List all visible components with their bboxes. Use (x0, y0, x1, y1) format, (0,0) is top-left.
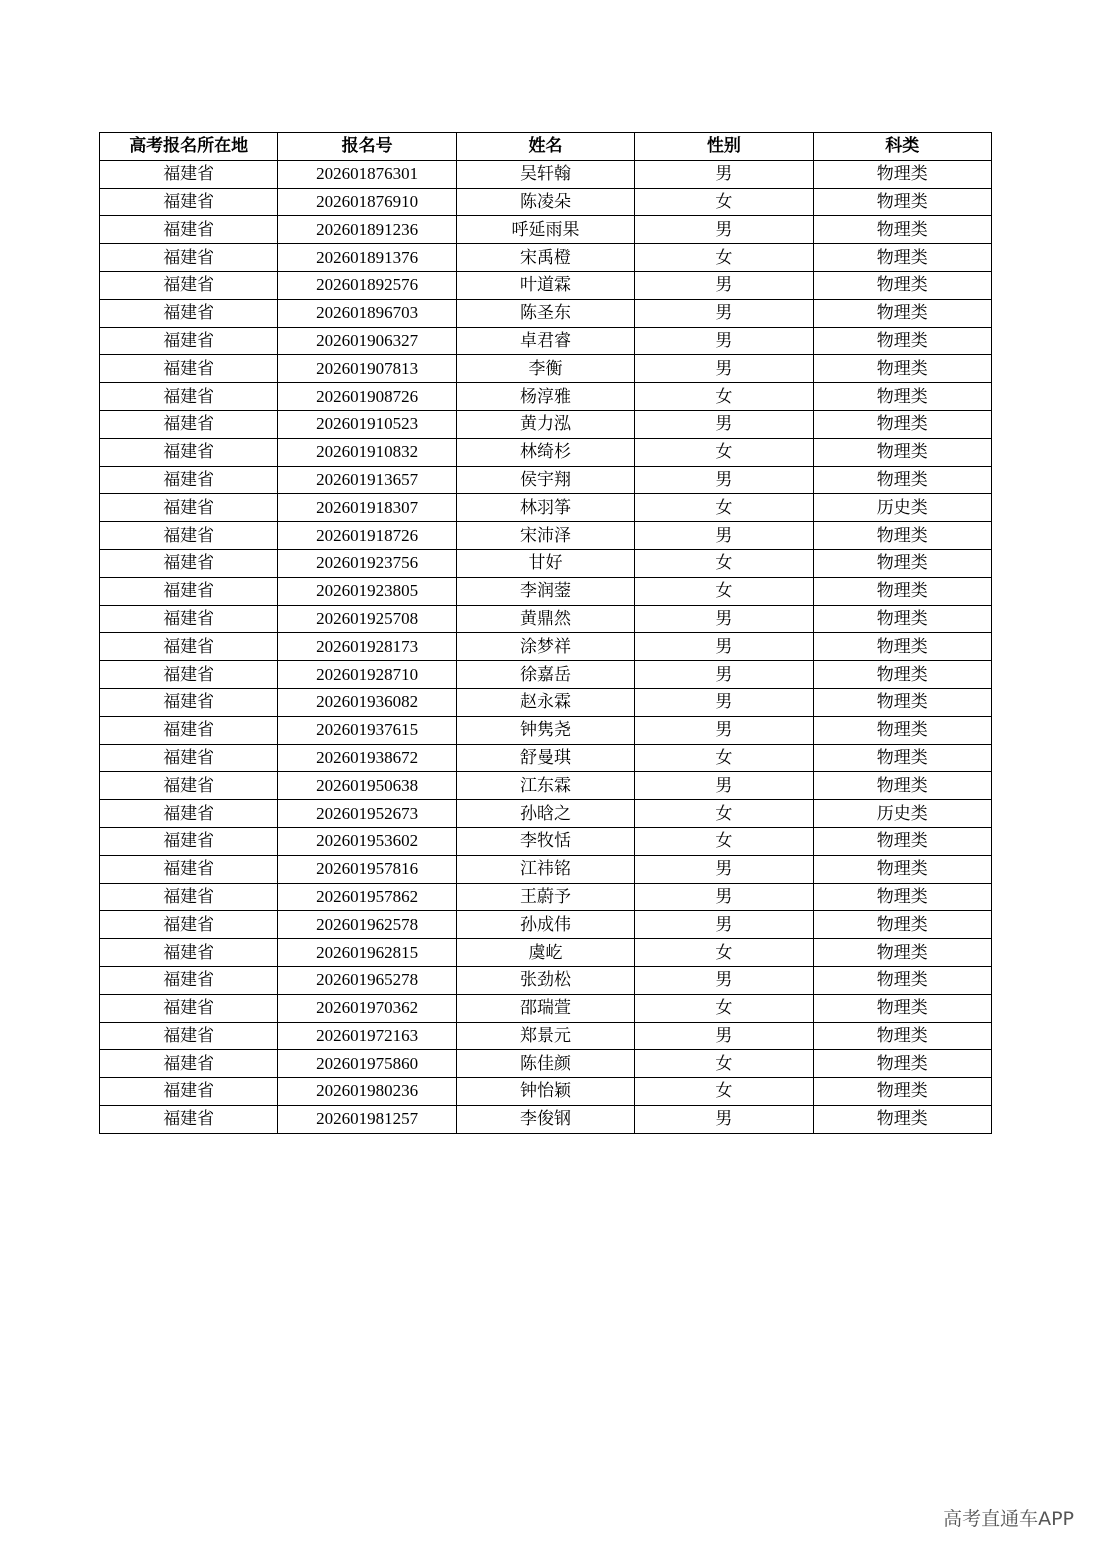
cell-gender: 女 (635, 994, 813, 1022)
cell-gender: 男 (635, 410, 813, 438)
table-row (100, 661, 992, 689)
cell-subject-category: 物理类 (813, 244, 991, 272)
cell-registration-number: 202601938672 (278, 744, 456, 772)
watermark-text: 高考直通车APP (943, 1508, 1074, 1530)
cell-registration-number: 202601906327 (278, 327, 456, 355)
cell-location: 福建省 (100, 994, 278, 1022)
cell-subject-category: 物理类 (813, 466, 991, 494)
cell-registration-number: 202601937615 (278, 716, 456, 744)
cell-name: 虞屹 (456, 939, 634, 967)
cell-location: 福建省 (100, 744, 278, 772)
cell-name: 舒曼琪 (456, 744, 634, 772)
cell-location: 福建省 (100, 716, 278, 744)
cell-name: 孙成伟 (456, 911, 634, 939)
table-row (100, 355, 992, 383)
cell-registration-number: 202601972163 (278, 1022, 456, 1050)
cell-registration-number: 202601892576 (278, 271, 456, 299)
header-location: 高考报名所在地 (100, 133, 278, 161)
cell-gender: 男 (635, 716, 813, 744)
cell-name: 邵瑞萱 (456, 994, 634, 1022)
cell-registration-number: 202601928710 (278, 661, 456, 689)
cell-subject-category: 物理类 (813, 744, 991, 772)
table-row (100, 299, 992, 327)
table-row (100, 939, 992, 967)
cell-gender: 男 (635, 216, 813, 244)
cell-location: 福建省 (100, 939, 278, 967)
table-row (100, 494, 992, 522)
cell-name: 侯宇翔 (456, 466, 634, 494)
cell-registration-number: 202601896703 (278, 299, 456, 327)
cell-registration-number: 202601957816 (278, 855, 456, 883)
cell-registration-number: 202601918726 (278, 522, 456, 550)
table-row (100, 883, 992, 911)
cell-gender: 男 (635, 160, 813, 188)
cell-gender: 女 (635, 939, 813, 967)
cell-location: 福建省 (100, 271, 278, 299)
cell-gender: 女 (635, 494, 813, 522)
table-row (100, 522, 992, 550)
table-row (100, 688, 992, 716)
table-row (100, 994, 992, 1022)
cell-gender: 女 (635, 1050, 813, 1078)
cell-registration-number: 202601910523 (278, 410, 456, 438)
cell-location: 福建省 (100, 883, 278, 911)
cell-gender: 男 (635, 688, 813, 716)
cell-registration-number: 202601981257 (278, 1105, 456, 1133)
cell-name: 赵永霖 (456, 688, 634, 716)
cell-gender: 女 (635, 188, 813, 216)
table-row (100, 800, 992, 828)
cell-subject-category: 物理类 (813, 966, 991, 994)
cell-registration-number: 202601925708 (278, 605, 456, 633)
cell-name: 王蔚予 (456, 883, 634, 911)
cell-subject-category: 物理类 (813, 160, 991, 188)
table-row (100, 188, 992, 216)
admission-table (99, 132, 992, 1134)
cell-registration-number: 202601923805 (278, 577, 456, 605)
cell-registration-number: 202601957862 (278, 883, 456, 911)
cell-gender: 男 (635, 355, 813, 383)
cell-location: 福建省 (100, 522, 278, 550)
cell-location: 福建省 (100, 383, 278, 411)
cell-name: 江祎铭 (456, 855, 634, 883)
cell-location: 福建省 (100, 855, 278, 883)
cell-name: 张劲松 (456, 966, 634, 994)
cell-subject-category: 物理类 (813, 855, 991, 883)
cell-subject-category: 物理类 (813, 994, 991, 1022)
table-row (100, 327, 992, 355)
cell-location: 福建省 (100, 549, 278, 577)
cell-gender: 女 (635, 577, 813, 605)
cell-subject-category: 物理类 (813, 355, 991, 383)
cell-name: 叶道霖 (456, 271, 634, 299)
header-subject-category: 科类 (813, 133, 991, 161)
cell-gender: 女 (635, 827, 813, 855)
table-body (100, 160, 992, 1133)
cell-registration-number: 202601970362 (278, 994, 456, 1022)
table-row (100, 1078, 992, 1106)
cell-name: 卓君睿 (456, 327, 634, 355)
cell-location: 福建省 (100, 466, 278, 494)
cell-subject-category: 物理类 (813, 577, 991, 605)
cell-name: 林羽筝 (456, 494, 634, 522)
cell-subject-category: 物理类 (813, 827, 991, 855)
cell-name: 陈佳颜 (456, 1050, 634, 1078)
cell-subject-category: 物理类 (813, 1105, 991, 1133)
cell-registration-number: 202601910832 (278, 438, 456, 466)
admission-list-sheet (99, 132, 991, 1134)
cell-registration-number: 202601908726 (278, 383, 456, 411)
cell-registration-number: 202601923756 (278, 549, 456, 577)
cell-gender: 男 (635, 1022, 813, 1050)
cell-location: 福建省 (100, 966, 278, 994)
cell-gender: 男 (635, 855, 813, 883)
table-row (100, 244, 992, 272)
cell-gender: 男 (635, 661, 813, 689)
cell-gender: 男 (635, 883, 813, 911)
cell-gender: 男 (635, 605, 813, 633)
cell-name: 吴轩翰 (456, 160, 634, 188)
cell-subject-category: 物理类 (813, 216, 991, 244)
cell-name: 黄鼎然 (456, 605, 634, 633)
table-row (100, 160, 992, 188)
cell-name: 徐嘉岳 (456, 661, 634, 689)
cell-registration-number: 202601980236 (278, 1078, 456, 1106)
cell-subject-category: 物理类 (813, 939, 991, 967)
table-row (100, 549, 992, 577)
cell-location: 福建省 (100, 577, 278, 605)
cell-location: 福建省 (100, 661, 278, 689)
cell-gender: 女 (635, 549, 813, 577)
cell-registration-number: 202601950638 (278, 772, 456, 800)
cell-registration-number: 202601913657 (278, 466, 456, 494)
cell-subject-category: 物理类 (813, 772, 991, 800)
cell-registration-number: 202601975860 (278, 1050, 456, 1078)
cell-gender: 男 (635, 522, 813, 550)
cell-gender: 男 (635, 327, 813, 355)
table-row (100, 633, 992, 661)
cell-name: 李衡 (456, 355, 634, 383)
cell-name: 杨淳雅 (456, 383, 634, 411)
cell-name: 孙晗之 (456, 800, 634, 828)
cell-subject-category: 物理类 (813, 299, 991, 327)
table-row (100, 911, 992, 939)
table-row (100, 216, 992, 244)
cell-gender: 女 (635, 744, 813, 772)
cell-subject-category: 物理类 (813, 438, 991, 466)
table-row (100, 466, 992, 494)
cell-subject-category: 物理类 (813, 716, 991, 744)
table-row (100, 1105, 992, 1133)
cell-name: 李润蓥 (456, 577, 634, 605)
cell-registration-number: 202601962578 (278, 911, 456, 939)
cell-name: 宋禹橙 (456, 244, 634, 272)
cell-location: 福建省 (100, 633, 278, 661)
cell-subject-category: 物理类 (813, 883, 991, 911)
cell-subject-category: 物理类 (813, 605, 991, 633)
cell-registration-number: 202601928173 (278, 633, 456, 661)
cell-name: 钟怡颖 (456, 1078, 634, 1106)
table-row (100, 438, 992, 466)
cell-location: 福建省 (100, 772, 278, 800)
table-row (100, 1022, 992, 1050)
cell-gender: 男 (635, 772, 813, 800)
table-header-row (100, 133, 992, 161)
cell-subject-category: 物理类 (813, 522, 991, 550)
cell-location: 福建省 (100, 494, 278, 522)
cell-subject-category: 物理类 (813, 1022, 991, 1050)
cell-gender: 男 (635, 911, 813, 939)
cell-location: 福建省 (100, 327, 278, 355)
cell-location: 福建省 (100, 438, 278, 466)
cell-location: 福建省 (100, 688, 278, 716)
cell-location: 福建省 (100, 216, 278, 244)
cell-gender: 男 (635, 466, 813, 494)
table-row (100, 271, 992, 299)
cell-name: 江东霖 (456, 772, 634, 800)
cell-name: 钟隽尧 (456, 716, 634, 744)
cell-name: 陈凌朵 (456, 188, 634, 216)
cell-subject-category: 物理类 (813, 383, 991, 411)
header-name: 姓名 (456, 133, 634, 161)
cell-registration-number: 202601918307 (278, 494, 456, 522)
cell-registration-number: 202601891236 (278, 216, 456, 244)
cell-name: 黄力泓 (456, 410, 634, 438)
cell-name: 涂梦祥 (456, 633, 634, 661)
cell-registration-number: 202601907813 (278, 355, 456, 383)
cell-subject-category: 物理类 (813, 410, 991, 438)
cell-location: 福建省 (100, 160, 278, 188)
table-row (100, 827, 992, 855)
cell-gender: 男 (635, 966, 813, 994)
cell-subject-category: 历史类 (813, 494, 991, 522)
cell-subject-category: 物理类 (813, 188, 991, 216)
cell-location: 福建省 (100, 410, 278, 438)
cell-subject-category: 物理类 (813, 549, 991, 577)
cell-gender: 女 (635, 1078, 813, 1106)
cell-subject-category: 物理类 (813, 1050, 991, 1078)
cell-location: 福建省 (100, 244, 278, 272)
table-row (100, 772, 992, 800)
table-row (100, 716, 992, 744)
cell-name: 林绮杉 (456, 438, 634, 466)
cell-location: 福建省 (100, 1105, 278, 1133)
cell-subject-category: 物理类 (813, 1078, 991, 1106)
cell-name: 郑景元 (456, 1022, 634, 1050)
cell-subject-category: 历史类 (813, 800, 991, 828)
cell-registration-number: 202601936082 (278, 688, 456, 716)
table-row (100, 1050, 992, 1078)
table-row (100, 383, 992, 411)
cell-subject-category: 物理类 (813, 633, 991, 661)
cell-registration-number: 202601965278 (278, 966, 456, 994)
cell-location: 福建省 (100, 911, 278, 939)
cell-subject-category: 物理类 (813, 271, 991, 299)
cell-registration-number: 202601962815 (278, 939, 456, 967)
table-row (100, 966, 992, 994)
table-row (100, 744, 992, 772)
cell-gender: 女 (635, 244, 813, 272)
cell-gender: 女 (635, 438, 813, 466)
cell-registration-number: 202601876910 (278, 188, 456, 216)
cell-location: 福建省 (100, 800, 278, 828)
cell-registration-number: 202601953602 (278, 827, 456, 855)
cell-registration-number: 202601891376 (278, 244, 456, 272)
table-row (100, 410, 992, 438)
header-gender: 性别 (635, 133, 813, 161)
cell-name: 呼延雨果 (456, 216, 634, 244)
cell-location: 福建省 (100, 1022, 278, 1050)
cell-location: 福建省 (100, 1050, 278, 1078)
cell-location: 福建省 (100, 827, 278, 855)
cell-location: 福建省 (100, 188, 278, 216)
cell-location: 福建省 (100, 355, 278, 383)
cell-subject-category: 物理类 (813, 661, 991, 689)
cell-location: 福建省 (100, 299, 278, 327)
table-row (100, 855, 992, 883)
cell-gender: 男 (635, 1105, 813, 1133)
cell-name: 宋沛泽 (456, 522, 634, 550)
cell-gender: 女 (635, 800, 813, 828)
cell-name: 李牧恬 (456, 827, 634, 855)
cell-name: 李俊钢 (456, 1105, 634, 1133)
table-row (100, 577, 992, 605)
cell-subject-category: 物理类 (813, 688, 991, 716)
cell-name: 甘好 (456, 549, 634, 577)
cell-subject-category: 物理类 (813, 911, 991, 939)
cell-location: 福建省 (100, 605, 278, 633)
cell-name: 陈圣东 (456, 299, 634, 327)
cell-gender: 女 (635, 383, 813, 411)
header-registration-number: 报名号 (278, 133, 456, 161)
cell-subject-category: 物理类 (813, 327, 991, 355)
cell-gender: 男 (635, 633, 813, 661)
cell-registration-number: 202601876301 (278, 160, 456, 188)
cell-location: 福建省 (100, 1078, 278, 1106)
cell-registration-number: 202601952673 (278, 800, 456, 828)
cell-gender: 男 (635, 299, 813, 327)
cell-gender: 男 (635, 271, 813, 299)
table-row (100, 605, 992, 633)
